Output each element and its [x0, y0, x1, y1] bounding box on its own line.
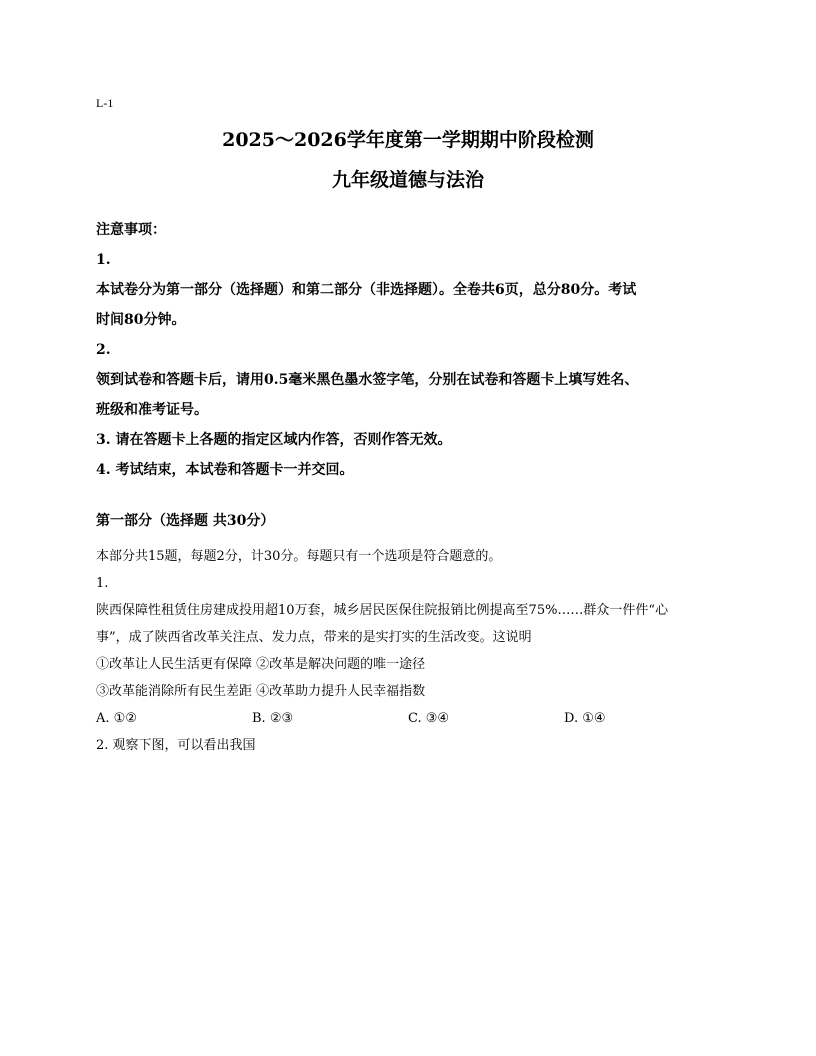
notes-line: 3. 请在答题卡上各题的指定区域内作答，否则作答无效。 — [96, 432, 452, 448]
notes-line: 领到试卷和答题卡后，请用0.5毫米黑色墨水签字笔，分别在试卷和答题卡上填写姓名、 — [96, 372, 639, 388]
notes-line: 本试卷分为第一部分（选择题）和第二部分（非选择题）。全卷共6页，总分80分。考试 — [96, 282, 637, 298]
option-c: C. ③④ — [408, 711, 450, 726]
part1-heading: 第一部分（选择题 共30分） — [96, 513, 275, 529]
question-1-number: 1. — [96, 576, 109, 591]
question-1-stem: 陕西保障性租赁住房建成投用超10万套，城乡居民医保住院报销比例提高至75%……群众一件件“心 — [96, 603, 669, 618]
exam-subtitle: 九年级道德与法治 — [331, 169, 484, 191]
question-1-statements: ③改革能消除所有民生差距 ④改革助力提升人民幸福指数 — [96, 684, 426, 699]
notes-section — [96, 215, 724, 485]
notes-line: 1. — [96, 252, 111, 268]
notes-line: 4. 考试结束，本试卷和答题卡一并交回。 — [96, 462, 354, 478]
paper-code: L-1 — [96, 96, 114, 110]
option-d: D. ①④ — [564, 711, 606, 726]
option-a: A. ①② — [96, 711, 137, 726]
question-1-stem: 事”，成了陕西省改革关注点、发力点，带来的是实打实的生活改变。这说明 — [96, 630, 532, 645]
notes-line: 2. — [96, 342, 111, 358]
part1-intro: 本部分共15题，每题2分，计30分。每题只有一个选项是符合题意的。 — [96, 549, 502, 564]
notes-line: 时间80分钟。 — [96, 312, 186, 328]
part1-body — [96, 543, 724, 759]
notes-line: 班级和准考证号。 — [96, 402, 208, 418]
question-1-options — [96, 705, 724, 732]
question-2-stem: 2. 观察下图，可以看出我国 — [96, 738, 256, 753]
exam-title: 2025～2026学年度第一学期期中阶段检测 — [222, 129, 594, 151]
question-1-statements: ①改革让人民生活更有保障 ②改革是解决问题的唯一途径 — [96, 657, 426, 672]
option-b: B. ②③ — [252, 711, 294, 726]
notes-heading: 注意事项： — [96, 222, 166, 238]
